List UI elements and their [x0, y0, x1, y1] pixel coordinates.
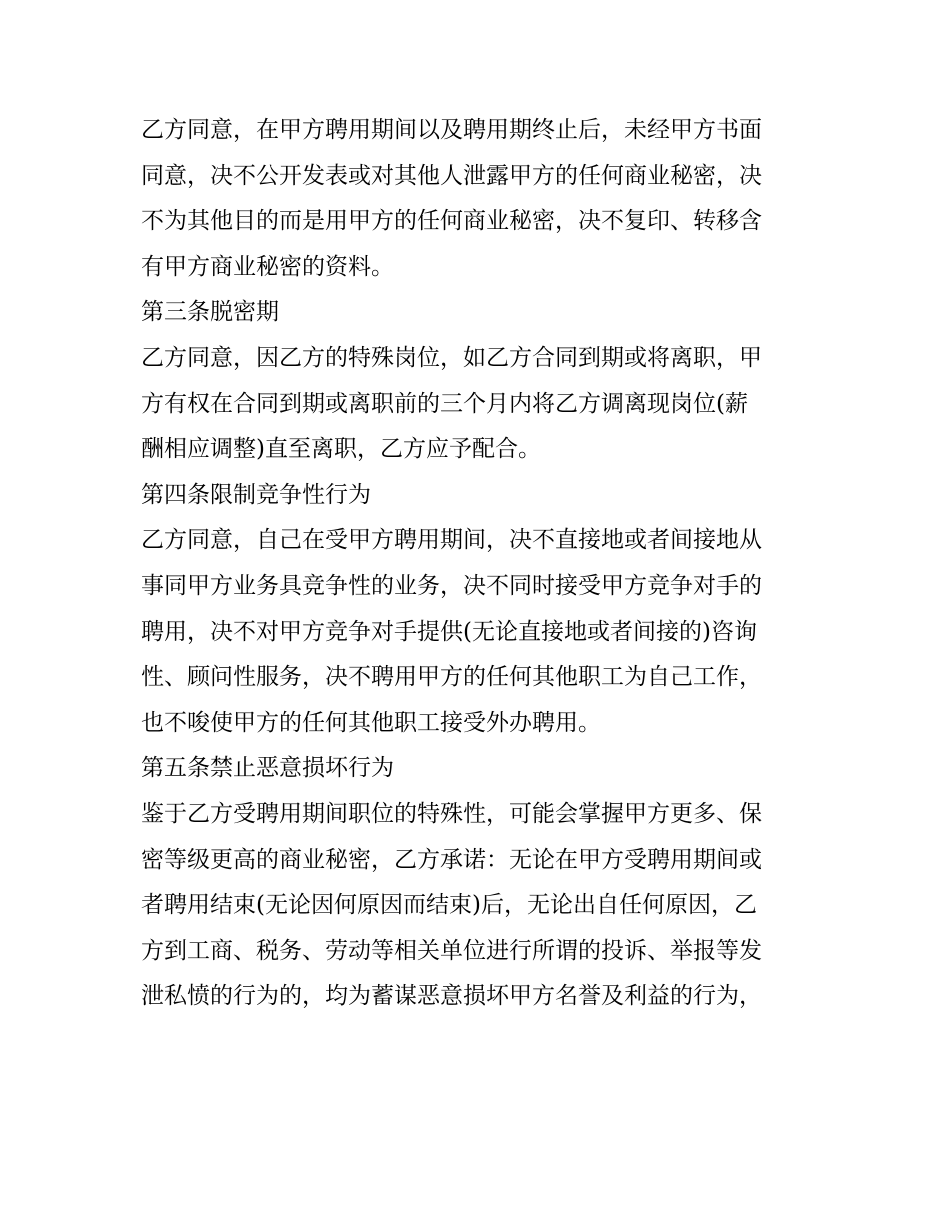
text-line: 同意，决不公开发表或对其他人泄露甲方的任何商业秘密，决 [141, 162, 762, 189]
text-line: 密等级更高的商业秘密，乙方承诺：无论在甲方受聘用期间或 [141, 846, 762, 873]
section-heading: 第三条脱密期 [141, 299, 279, 326]
text-line: 也不唆使甲方的任何其他职工接受外办聘用。 [141, 709, 601, 736]
text-line: 鉴于乙方受聘用期间职位的特殊性，可能会掌握甲方更多、保 [141, 800, 762, 827]
text-line: 事同甲方业务具竞争性的业务，决不同时接受甲方竞争对手的 [141, 572, 762, 599]
text-line: 有甲方商业秘密的资料。 [141, 253, 394, 280]
section-heading: 第五条禁止恶意损坏行为 [141, 755, 394, 782]
section-heading: 第四条限制竞争性行为 [141, 481, 371, 508]
document-body [141, 108, 821, 1020]
text-line: 方到工商、税务、劳动等相关单位进行所谓的投诉、举报等发 [141, 937, 762, 964]
text-line: 者聘用结束(无论因何原因而结束)后，无论出自任何原因，乙 [141, 892, 757, 919]
text-line: 酬相应调整)直至离职，乙方应予配合。 [141, 436, 541, 463]
text-line: 乙方同意，在甲方聘用期间以及聘用期终止后，未经甲方书面 [141, 117, 762, 143]
text-line: 乙方同意，因乙方的特殊岗位，如乙方合同到期或将离职，甲 [141, 344, 762, 371]
text-line: 方有权在合同到期或离职前的三个月内将乙方调离现岗位(薪 [141, 390, 748, 417]
text-line: 不为其他目的而是用甲方的任何商业秘密，决不复印、转移含 [141, 208, 762, 235]
text-line: 乙方同意，自己在受甲方聘用期间，决不直接地或者间接地从 [141, 527, 762, 554]
text-line: 性、顾问性服务，决不聘用甲方的任何其他职工为自己工作， [141, 664, 762, 691]
text-line: 聘用，决不对甲方竞争对手提供(无论直接地或者间接的)咨询 [141, 618, 757, 645]
text-line: 泄私愤的行为的，均为蓄谋恶意损坏甲方名誉及利益的行为， [141, 983, 762, 1010]
